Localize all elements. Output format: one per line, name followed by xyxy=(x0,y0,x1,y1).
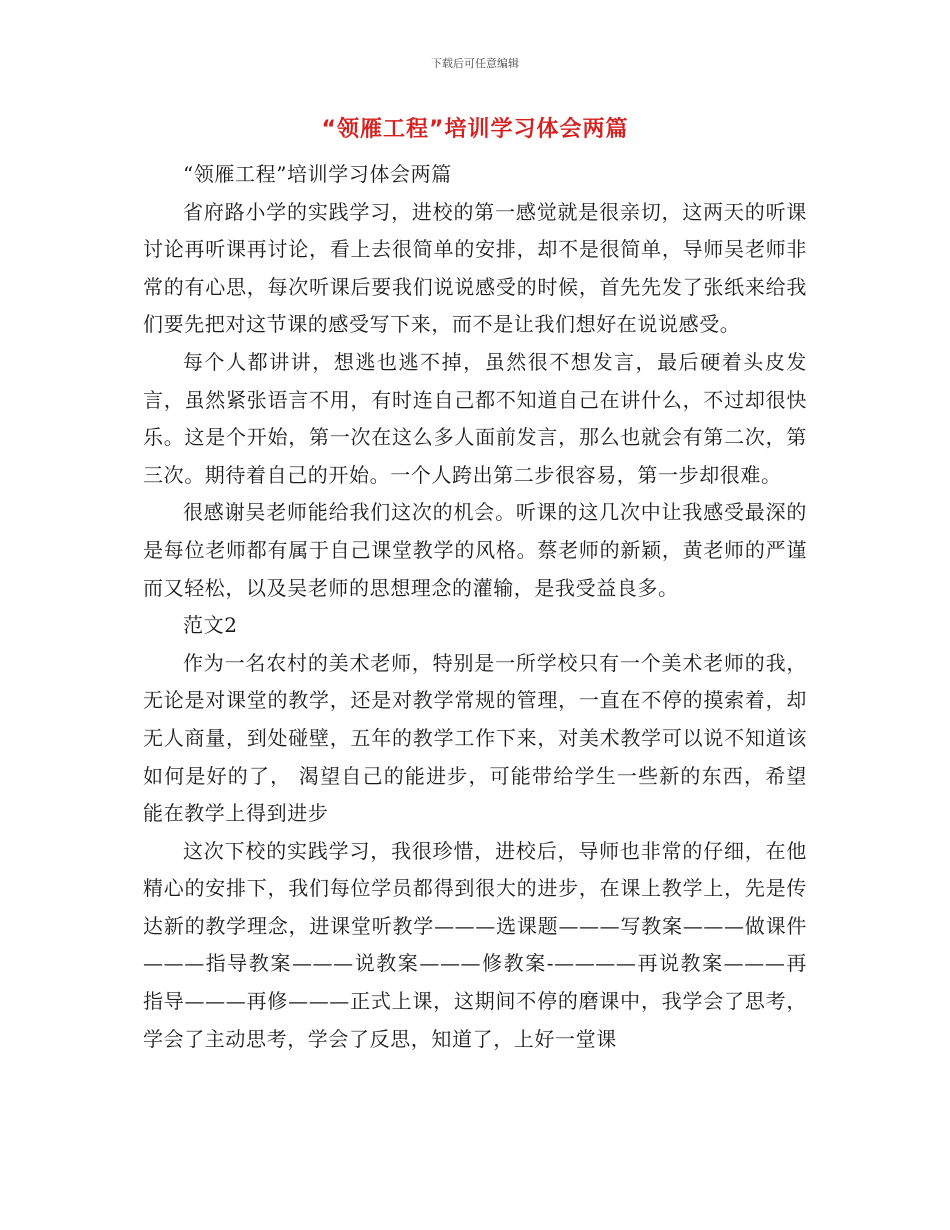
document-body xyxy=(143,156,807,1058)
paragraph-subtitle: “领雁工程”培训学习体会两篇 xyxy=(183,162,452,186)
paragraph: 作为一名农村的美术老师，特别是一所学校只有一个美术老师的我，无论是对课堂的教学，还是对教学常规的管理，一直在不停的摸索着，却无人商量，到处碰壁，五年的教学工作下来，对美术教学可以说不知道该如何是好的了， 渴望自己的能进步，可能带给学生一些新的东西，希望能在教学上得到进步 xyxy=(143,650,807,826)
paragraph: 每个人都讲讲，想逃也逃不掉，虽然很不想发言，最后硬着头皮发言，虽然紧张语言不用，有时连自己都不知道自己在讲什么，不过却很快乐。这是个开始，第一次在这么多人面前发言，那么也就会有第二次，第三次。期待着自己的开始。一个人跨出第二步很容易，第一步却很难。 xyxy=(143,349,807,487)
section-heading: 范文2 xyxy=(183,613,238,638)
paragraph: 很感谢吴老师能给我们这次的机会。听课的这几次中让我感受最深的是每位老师都有属于自己课堂教学的风格。蔡老师的新颖，黄老师的严谨而又轻松，以及吴老师的思想理念的灌输，是我受益良多。 xyxy=(143,500,807,600)
header-note: 下载后可任意编辑 xyxy=(431,57,519,70)
paragraph: 省府路小学的实践学习，进校的第一感觉就是很亲切，这两天的听课讨论再听课再讨论，看上去很简单的安排，却不是很简单，导师吴老师非常的有心思，每次听课后要我们说说感受的时候，首先先发了张纸来给我们要先把对这节课的感受写下来，而不是让我们想好在说说感受。 xyxy=(143,199,807,337)
paragraph: 这次下校的实践学习，我很珍惜，进校后，导师也非常的仔细，在他精心的安排下，我们每位学员都得到很大的进步，在课上教学上，先是传达新的教学理念，进课堂听教学———选课题———写教案———做课件———指导教案———说教案———修教案-————再说教案———再指导———再修———正式上课，这期间不停的磨课中，我学会了思考，学会了主动思考，学会了反思，知道了，上好一堂课 xyxy=(143,838,807,1051)
document-title: “领雁工程”培训学习体会两篇 xyxy=(321,117,629,142)
